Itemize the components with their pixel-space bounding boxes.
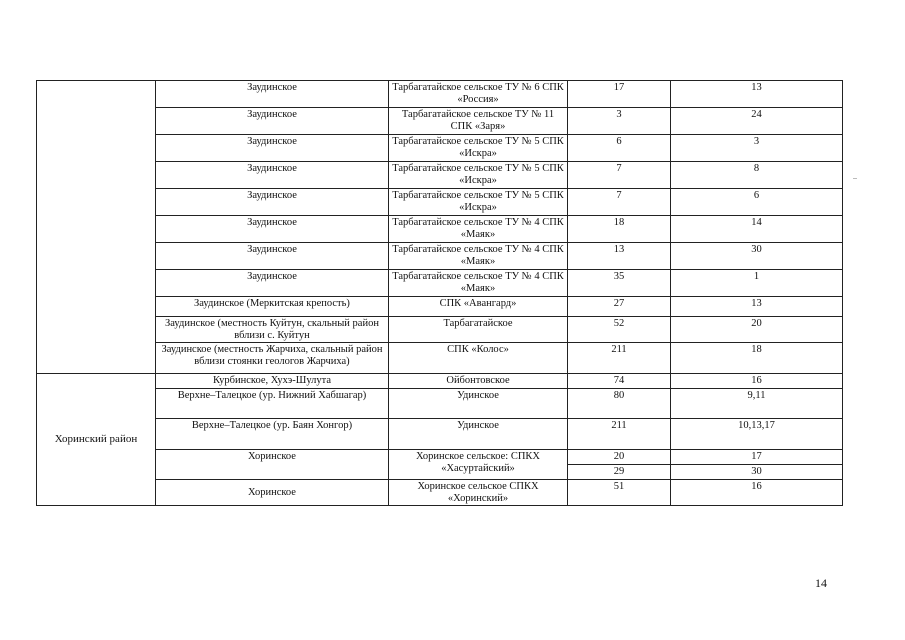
org-cell: Тарбагатайское сельское ТУ № 4 СПК «Маяк» bbox=[389, 243, 568, 270]
place-cell: Заудинское bbox=[156, 108, 389, 135]
place-cell: Заудинское bbox=[156, 81, 389, 108]
place-cell: Заудинское (местность Жарчиха, скальный район вблизи стоянки геологов Жарчиха) bbox=[156, 343, 389, 374]
num1-cell: 74 bbox=[568, 374, 671, 389]
num2-cell: 10,13,17 bbox=[671, 419, 843, 450]
table-row bbox=[37, 270, 843, 297]
place-cell: Заудинское bbox=[156, 243, 389, 270]
table-row bbox=[37, 189, 843, 216]
num1-cell: 80 bbox=[568, 389, 671, 419]
num1-cell: 29 bbox=[568, 465, 671, 480]
table-row bbox=[37, 297, 843, 317]
place-cell: Заудинское bbox=[156, 270, 389, 297]
org-cell: Хоринское сельское СПКХ «Хоринский» bbox=[389, 480, 568, 506]
num1-cell: 6 bbox=[568, 135, 671, 162]
org-cell: Тарбагатайское сельское ТУ № 5 СПК «Искра» bbox=[389, 135, 568, 162]
num1-cell: 13 bbox=[568, 243, 671, 270]
num1-cell: 211 bbox=[568, 343, 671, 374]
org-cell: Удинское bbox=[389, 389, 568, 419]
table-row bbox=[37, 162, 843, 189]
num2-cell: 20 bbox=[671, 317, 843, 343]
num2-cell: 13 bbox=[671, 297, 843, 317]
num2-cell: 24 bbox=[671, 108, 843, 135]
num2-cell: 30 bbox=[671, 465, 843, 480]
table-row bbox=[37, 108, 843, 135]
place-cell: Курбинское, Хухэ-Шулута bbox=[156, 374, 389, 389]
num2-cell: 14 bbox=[671, 216, 843, 243]
table-row bbox=[37, 135, 843, 162]
table-row bbox=[37, 480, 843, 506]
place-cell: Верхне–Талецкое (ур. Баян Хонгор) bbox=[156, 419, 389, 450]
place-cell: Заудинское (Меркитская крепость) bbox=[156, 297, 389, 317]
org-cell: Тарбагатайское bbox=[389, 317, 568, 343]
num2-cell: 13 bbox=[671, 81, 843, 108]
place-cell: Заудинское bbox=[156, 162, 389, 189]
num1-cell: 35 bbox=[568, 270, 671, 297]
place-cell: Заудинское bbox=[156, 189, 389, 216]
table-row bbox=[37, 343, 843, 374]
place-cell: Хоринское bbox=[156, 480, 389, 506]
num1-cell: 211 bbox=[568, 419, 671, 450]
num1-cell: 3 bbox=[568, 108, 671, 135]
num2-cell: 9,11 bbox=[671, 389, 843, 419]
num2-cell: 8 bbox=[671, 162, 843, 189]
num2-cell: 30 bbox=[671, 243, 843, 270]
table-row bbox=[37, 389, 843, 419]
num1-cell: 52 bbox=[568, 317, 671, 343]
page-number: 14 bbox=[815, 576, 827, 590]
org-cell: Тарбагатайское сельское ТУ № 11 СПК «Заря» bbox=[389, 108, 568, 135]
scan-speck bbox=[853, 178, 857, 179]
org-cell: Ойбонтовское bbox=[389, 374, 568, 389]
table-row bbox=[37, 317, 843, 343]
num2-cell: 18 bbox=[671, 343, 843, 374]
org-cell: Хоринское сельское: СПКХ «Хасуртайский» bbox=[389, 450, 568, 480]
org-cell: СПК «Колос» bbox=[389, 343, 568, 374]
num2-cell: 6 bbox=[671, 189, 843, 216]
num1-cell: 7 bbox=[568, 162, 671, 189]
num1-cell: 18 bbox=[568, 216, 671, 243]
region-cell-empty bbox=[37, 81, 156, 374]
place-cell: Заудинское bbox=[156, 135, 389, 162]
table-row bbox=[37, 216, 843, 243]
num1-cell: 17 bbox=[568, 81, 671, 108]
region-cell: Хоринский район bbox=[37, 374, 156, 506]
num1-cell: 27 bbox=[568, 297, 671, 317]
org-cell: Тарбагатайское сельское ТУ № 5 СПК «Искра» bbox=[389, 189, 568, 216]
org-cell: Тарбагатайское сельское ТУ № 6 СПК «Россия» bbox=[389, 81, 568, 108]
table-row bbox=[37, 374, 843, 389]
place-cell: Заудинское bbox=[156, 216, 389, 243]
place-cell: Верхне–Талецкое (ур. Нижний Хабшагар) bbox=[156, 389, 389, 419]
num2-cell: 1 bbox=[671, 270, 843, 297]
org-cell: СПК «Авангард» bbox=[389, 297, 568, 317]
org-cell: Тарбагатайское сельское ТУ № 4 СПК «Маяк» bbox=[389, 216, 568, 243]
org-cell: Тарбагатайское сельское ТУ № 4 СПК «Маяк» bbox=[389, 270, 568, 297]
num2-cell: 17 bbox=[671, 450, 843, 465]
table-row bbox=[37, 450, 843, 465]
num1-cell: 51 bbox=[568, 480, 671, 506]
place-cell: Хоринское bbox=[156, 450, 389, 480]
org-cell: Тарбагатайское сельское ТУ № 5 СПК «Искра» bbox=[389, 162, 568, 189]
heritage-sites-table bbox=[36, 80, 843, 506]
num2-cell: 16 bbox=[671, 480, 843, 506]
table-row bbox=[37, 243, 843, 270]
table-row bbox=[37, 419, 843, 450]
place-cell: Заудинское (местность Куйтун, скальный район вблизи с. Куйтун bbox=[156, 317, 389, 343]
num1-cell: 7 bbox=[568, 189, 671, 216]
table-row bbox=[37, 81, 843, 108]
num1-cell: 20 bbox=[568, 450, 671, 465]
num2-cell: 3 bbox=[671, 135, 843, 162]
org-cell: Удинское bbox=[389, 419, 568, 450]
num2-cell: 16 bbox=[671, 374, 843, 389]
